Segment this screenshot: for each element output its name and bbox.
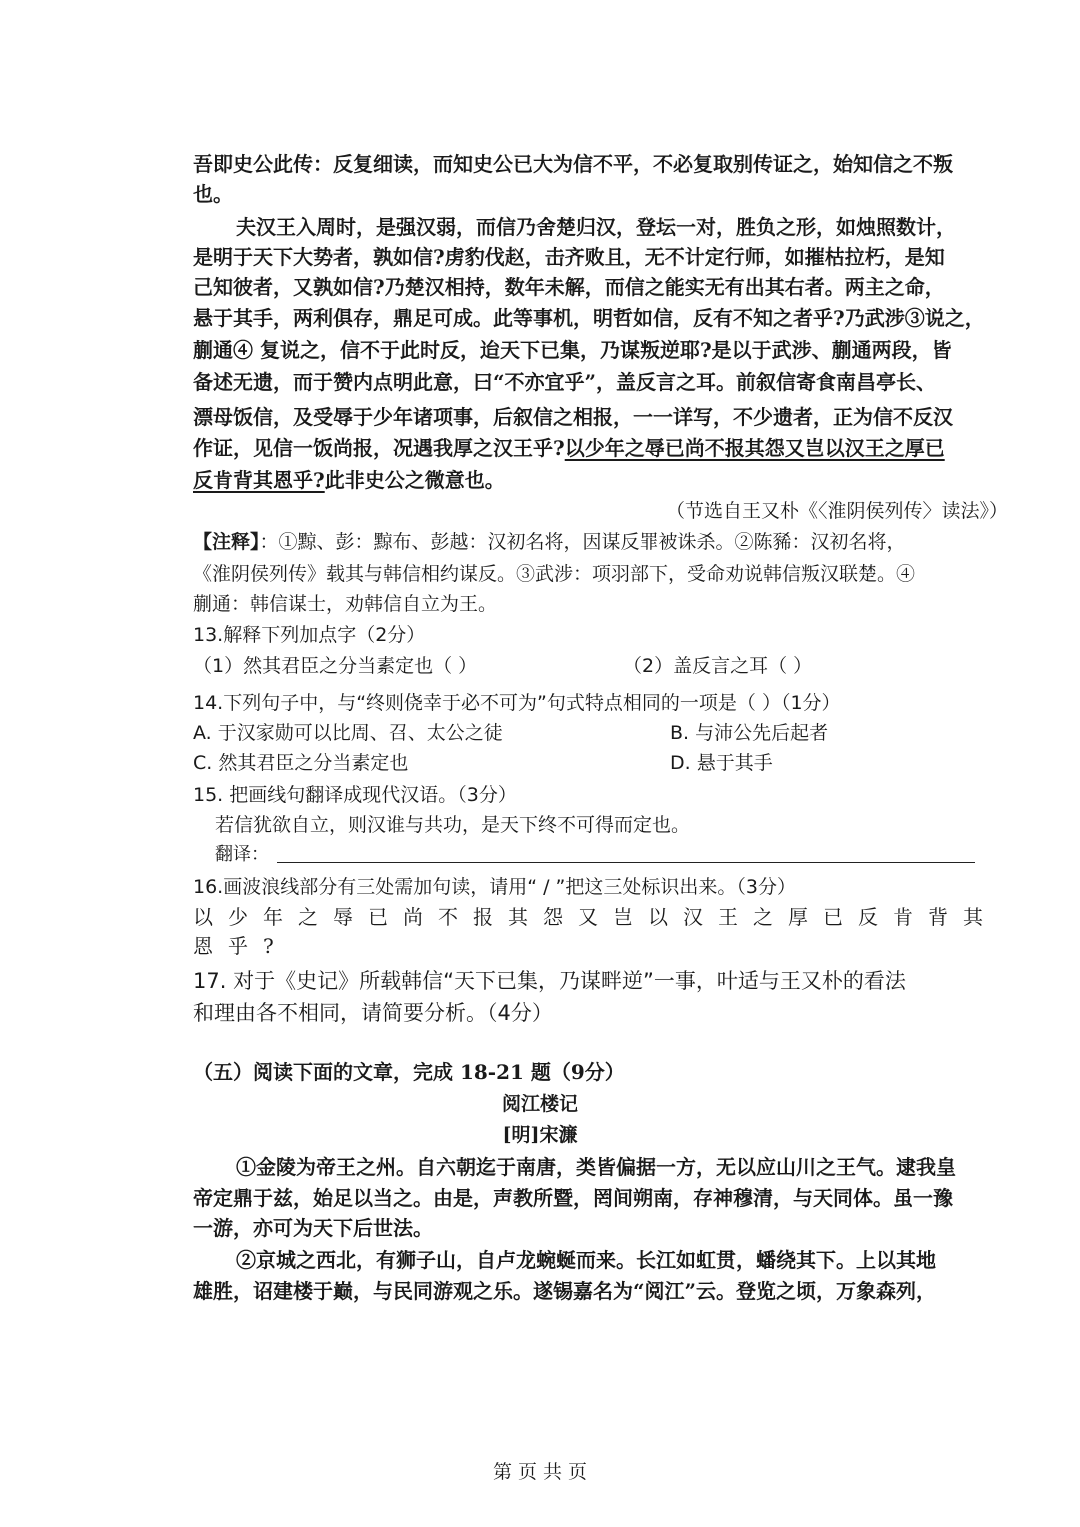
passage-line: 备述无遗，而于赞内点明此意，曰“不亦宜乎”，盖反言之耳。前叙信寄食南昌亭长、 xyxy=(193,370,937,394)
q15-stem: 15. 把画线句翻译成现代汉语。（3分） xyxy=(193,784,517,806)
q14-option-d: D. 悬于其手 xyxy=(670,752,773,774)
page-footer: 第 页 共 页 xyxy=(492,1461,588,1483)
passage-line: 悬于其手，两利俱存，鼎足可成。此等事机，明哲如信，反有不知之者乎?乃武涉③说之， xyxy=(193,306,985,330)
q14-option-a: A. 于汉家勋可以比周、召、太公之徒 xyxy=(193,722,503,744)
article-line: 帝定鼎于兹，始足以当之。由是，声教所暨，罔间朔南，存神穆清，与天同体。虽一豫 xyxy=(193,1186,953,1210)
article-line: ①金陵为帝王之州。自六朝迄于南唐，类皆偏据一方，无以应山川之王气。逮我皇 xyxy=(236,1155,956,1179)
article-author: [明]宋濂 xyxy=(502,1124,578,1146)
passage-line: 漂母饭信，及受辱于少年诸项事，后叙信之相报，一一详写，不少遗者，正为信不反汉 xyxy=(193,405,953,429)
q14-option-b: B. 与沛公先后起者 xyxy=(670,722,829,744)
q15-answer-label: 翻译： xyxy=(215,844,269,865)
notes-label: 【注释】 xyxy=(193,531,260,553)
q17-stem: 和理由各不相同，请简要分析。（4分） xyxy=(193,1001,553,1025)
wavy-underlined-sentence: 反肯背其恩乎? xyxy=(193,468,325,492)
passage-line: 也。 xyxy=(193,182,233,206)
q16-text: 恩乎? xyxy=(193,934,289,958)
article-line: 雄胜，诏建楼于巅，与民同游观之乐。遂锡嘉名为“阅江”云。登览之顷，万象森列， xyxy=(193,1279,937,1303)
q14-stem: 14.下列句子中，与“终则侥幸于必不可为”句式特点相同的一项是（ ）（1分） xyxy=(193,692,841,714)
passage-line: 蒯通④ 复说之，信不于此时反，迨天下已集，乃谋叛逆耶?是以于武涉、蒯通两段，皆 xyxy=(193,338,952,362)
q16-stem: 16.画波浪线部分有三处需加句读，请用“ / ”把这三处标识出来。（3分） xyxy=(193,876,796,898)
passage-line: 是明于天下大势者，孰如信?虏豹伐赵，击齐败且，无不计定行师，如摧枯拉朽，是知 xyxy=(193,245,945,269)
q13-item-1: （1）然其君臣之分当素定也（ ） xyxy=(193,655,478,677)
passage-text: 作证，见信一饭尚报，况遇我厚之汉王乎? xyxy=(193,436,565,460)
article-line: 一游，亦可为天下后世法。 xyxy=(193,1216,433,1240)
q13-stem: 13.解释下列加点字（2分） xyxy=(193,624,426,646)
passage-line xyxy=(193,466,505,494)
passage-text: 此非史公之微意也。 xyxy=(324,468,505,492)
section-heading: （五）阅读下面的文章，完成 18-21 题（9分） xyxy=(193,1060,625,1084)
q14-option-c: C. 然其君臣之分当素定也 xyxy=(193,752,409,774)
article-title: 阅江楼记 xyxy=(501,1093,578,1115)
article-line: ②京城之西北，有狮子山，自卢龙蜿蜒而来。长江如虹贯，蟠绕其下。上以其地 xyxy=(236,1248,936,1272)
q17-stem: 17. 对于《史记》所载韩信“天下已集，乃谋畔逆”一事，叶适与王又朴的看法 xyxy=(193,969,906,993)
wavy-underlined-sentence: 以少年之辱已尚不报其怨又岂以汉王之厚已 xyxy=(564,436,945,460)
notes-line xyxy=(193,528,906,556)
passage-line xyxy=(193,434,945,462)
passage-line: 己知彼者，又孰如信?乃楚汉相持，数年未解，而信之能实无有出其右者。两主之命， xyxy=(193,275,945,299)
passage-line: 吾即史公此传：反复细读，而知史公已大为信不平，不必复取别传证之，始知信之不叛 xyxy=(193,152,953,176)
passage-line: 夫汉王入周时，是强汉弱，而信乃舍楚归汉，登坛一对，胜负之形，如烛照数计， xyxy=(236,215,956,239)
passage-source: （节选自王又朴《〈淮阴侯列传〉读法》） xyxy=(665,500,1008,522)
q15-answer-line xyxy=(277,862,975,863)
q13-item-2: （2）盖反言之耳（ ） xyxy=(623,655,813,677)
q16-text: 以少年之辱已尚不报其怨又岂以汉王之厚已反肯背其 xyxy=(193,905,998,929)
q15-sentence: 若信犹欲自立，则汉谁与共功，是天下终不可得而定也。 xyxy=(215,814,691,836)
notes-line: 《淮阴侯列传》载其与韩信相约谋反。③武涉：项羽部下，受命劝说韩信叛汉联楚。④ xyxy=(193,563,916,585)
notes-line: 蒯通：韩信谋士，劝韩信自立为王。 xyxy=(193,593,498,615)
notes-text: ：①黥、彭：黥布、彭越：汉初名将，因谋反罪被诛杀。②陈豨：汉初名将， xyxy=(259,531,906,553)
